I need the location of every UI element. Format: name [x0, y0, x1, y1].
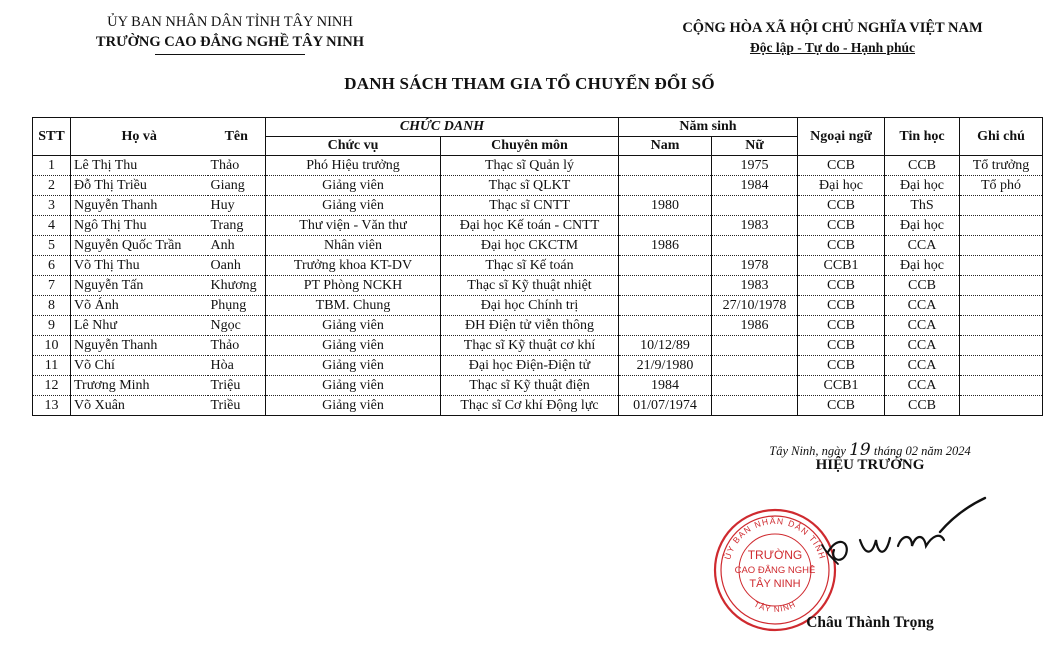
cell-ten: Giang — [208, 176, 266, 196]
cell-ho: Nguyễn Quốc Trần — [71, 236, 208, 256]
cell-ghi-chu — [960, 236, 1043, 256]
cell-stt: 11 — [33, 356, 71, 376]
cell-nu: 1984 — [712, 176, 798, 196]
cell-ten: Phụng — [208, 296, 266, 316]
cell-ghi-chu — [960, 296, 1043, 316]
cell-ngoai-ngu: CCB — [798, 336, 885, 356]
cell-ngoai-ngu: CCB — [798, 236, 885, 256]
cell-ho: Lê Thị Thu — [71, 156, 208, 176]
table-row — [33, 336, 1043, 356]
cell-chuyen-mon: Thạc sĩ Quản lý — [441, 156, 619, 176]
cell-ngoai-ngu: CCB — [798, 356, 885, 376]
cell-ten: Triều — [208, 396, 266, 416]
table-row — [33, 236, 1043, 256]
header-chuc-danh-label: CHỨC DANH — [399, 119, 485, 134]
cell-chuc-vu: Giảng viên — [266, 376, 441, 396]
table-row — [33, 256, 1043, 276]
date-day: 19 — [849, 440, 871, 460]
table-row — [33, 356, 1043, 376]
cell-ten: Ngọc — [208, 316, 266, 336]
cell-tin-hoc: Đại học — [885, 176, 960, 196]
cell-stt: 4 — [33, 216, 71, 236]
header-underline — [155, 54, 305, 55]
cell-nam — [619, 256, 712, 276]
cell-ho: Đỗ Thị Triều — [71, 176, 208, 196]
cell-chuc-vu: Giảng viên — [266, 396, 441, 416]
cell-stt: 13 — [33, 396, 71, 416]
cell-ngoai-ngu: CCB1 — [798, 376, 885, 396]
cell-nam: 1986 — [619, 236, 712, 256]
cell-stt: 9 — [33, 316, 71, 336]
cell-ngoai-ngu: CCB — [798, 296, 885, 316]
cell-ghi-chu — [960, 396, 1043, 416]
cell-tin-hoc: CCA — [885, 336, 960, 356]
cell-nam — [619, 156, 712, 176]
cell-chuyen-mon: ĐH Điện tử viễn thông — [441, 316, 619, 336]
header-tin-hoc: Tin học — [885, 118, 960, 156]
cell-nu — [712, 376, 798, 396]
cell-ten: Trang — [208, 216, 266, 236]
cell-nam — [619, 316, 712, 336]
seal-center-3: TÂY NINH — [749, 578, 801, 590]
table-row — [33, 196, 1043, 216]
cell-ghi-chu — [960, 256, 1043, 276]
cell-chuc-vu: Trưởng khoa KT-DV — [266, 256, 441, 276]
cell-ghi-chu — [960, 196, 1043, 216]
cell-ten: Hòa — [208, 356, 266, 376]
table-row — [33, 396, 1043, 416]
cell-nu: 1983 — [712, 216, 798, 236]
cell-ho: Võ Thị Thu — [71, 256, 208, 276]
date-prefix: Tây Ninh, ngày — [769, 444, 850, 458]
document-title: DANH SÁCH THAM GIA TỔ CHUYỂN ĐỔI SỐ — [344, 74, 715, 93]
cell-ghi-chu — [960, 216, 1043, 236]
cell-nu: 1978 — [712, 256, 798, 276]
cell-nu: 1983 — [712, 276, 798, 296]
cell-ten: Thảo — [208, 336, 266, 356]
cell-chuc-vu: Phó Hiệu trưởng — [266, 156, 441, 176]
seal-bottom-text: TÂY NINH — [752, 599, 798, 615]
cell-ten: Triệu — [208, 376, 266, 396]
cell-ghi-chu — [960, 336, 1043, 356]
cell-tin-hoc: CCA — [885, 356, 960, 376]
cell-stt: 8 — [33, 296, 71, 316]
cell-ho: Võ Chí — [71, 356, 208, 376]
cell-nam: 10/12/89 — [619, 336, 712, 356]
cell-nam — [619, 276, 712, 296]
national-header — [660, 18, 1005, 58]
cell-ho: Trương Minh — [71, 376, 208, 396]
cell-ho: Nguyễn Thanh — [71, 196, 208, 216]
table-row — [33, 296, 1043, 316]
table-row — [33, 216, 1043, 236]
table-row — [33, 276, 1043, 296]
table-row — [33, 156, 1043, 176]
cell-chuc-vu: Giảng viên — [266, 176, 441, 196]
cell-chuyen-mon: Thạc sĩ Cơ khí Động lực — [441, 396, 619, 416]
cell-ho: Ngô Thị Thu — [71, 216, 208, 236]
cell-ho: Lê Như — [71, 316, 208, 336]
cell-ngoai-ngu: CCB — [798, 276, 885, 296]
cell-ghi-chu — [960, 356, 1043, 376]
header-stt: STT — [33, 118, 71, 156]
cell-chuyen-mon: Thạc sĩ Kỹ thuật điện — [441, 376, 619, 396]
member-table — [32, 117, 1043, 416]
cell-tin-hoc: Đại học — [885, 216, 960, 236]
cell-chuyen-mon: Thạc sĩ Kỹ thuật nhiệt — [441, 276, 619, 296]
header-chuyen-mon: Chuyên môn — [441, 137, 619, 156]
cell-ghi-chu — [960, 276, 1043, 296]
signer-role: HIỆU TRƯỞNG — [815, 457, 925, 473]
cell-chuyen-mon: Thạc sĩ CNTT — [441, 196, 619, 216]
cell-chuyen-mon: Thạc sĩ Kế toán — [441, 256, 619, 276]
cell-nam — [619, 216, 712, 236]
cell-chuc-vu: Thư viện - Văn thư — [266, 216, 441, 236]
table-row — [33, 376, 1043, 396]
header-ghi-chu: Ghi chú — [960, 118, 1043, 156]
cell-ten: Anh — [208, 236, 266, 256]
cell-ngoai-ngu: CCB — [798, 316, 885, 336]
cell-chuyen-mon: Đại học Kế toán - CNTT — [441, 216, 619, 236]
cell-nu — [712, 236, 798, 256]
cell-stt: 5 — [33, 236, 71, 256]
cell-ho: Võ Xuân — [71, 396, 208, 416]
cell-nu: 1975 — [712, 156, 798, 176]
cell-tin-hoc: CCA — [885, 296, 960, 316]
cell-ngoai-ngu: CCB — [798, 196, 885, 216]
cell-stt: 1 — [33, 156, 71, 176]
cell-tin-hoc: CCB — [885, 276, 960, 296]
cell-ngoai-ngu: Đại học — [798, 176, 885, 196]
cell-tin-hoc: CCB — [885, 396, 960, 416]
cell-ten: Thảo — [208, 156, 266, 176]
header-chuc-danh — [266, 118, 619, 137]
cell-tin-hoc: CCA — [885, 376, 960, 396]
seal-top-text: ỦY BAN NHÂN DÂN TỈNH — [722, 515, 828, 561]
cell-chuc-vu: Giảng viên — [266, 336, 441, 356]
cell-stt: 3 — [33, 196, 71, 216]
cell-nam: 1980 — [619, 196, 712, 216]
cell-ho: Nguyễn Tấn — [71, 276, 208, 296]
issuer-header — [40, 12, 420, 55]
school-name: TRƯỜNG CAO ĐẲNG NGHỀ TÂY NINH — [95, 34, 365, 50]
table-row — [33, 176, 1043, 196]
cell-nu — [712, 196, 798, 216]
cell-nu — [712, 336, 798, 356]
cell-ghi-chu: Tổ phó — [960, 176, 1043, 196]
cell-chuyen-mon: Đại học Điện-Điện tử — [441, 356, 619, 376]
cell-tin-hoc: Đại học — [885, 256, 960, 276]
cell-ten: Khương — [208, 276, 266, 296]
handwritten-signature — [820, 490, 990, 580]
header-ngoai-ngu: Ngoại ngữ — [798, 118, 885, 156]
cell-ngoai-ngu: CCB — [798, 396, 885, 416]
authority-name: ỦY BAN NHÂN DÂN TỈNH TÂY NINH — [107, 14, 353, 30]
seal-center-2: CAO ĐẲNG NGHỀ — [734, 565, 816, 576]
cell-chuyen-mon: Đại học CKCTM — [441, 236, 619, 256]
cell-stt: 2 — [33, 176, 71, 196]
cell-stt: 6 — [33, 256, 71, 276]
header-nu: Nữ — [712, 137, 798, 156]
date-suffix: tháng 02 năm 2024 — [870, 444, 971, 458]
cell-tin-hoc: ThS — [885, 196, 960, 216]
cell-stt: 10 — [33, 336, 71, 356]
cell-nu — [712, 356, 798, 376]
cell-ho: Võ Ánh — [71, 296, 208, 316]
cell-chuyen-mon: Thạc sĩ QLKT — [441, 176, 619, 196]
cell-tin-hoc: CCB — [885, 156, 960, 176]
cell-chuc-vu: Nhân viên — [266, 236, 441, 256]
cell-chuc-vu: TBM. Chung — [266, 296, 441, 316]
header-chuc-vu: Chức vụ — [266, 137, 441, 156]
cell-chuyen-mon: Thạc sĩ Kỹ thuật cơ khí — [441, 336, 619, 356]
cell-nam — [619, 296, 712, 316]
cell-nu: 27/10/1978 — [712, 296, 798, 316]
cell-stt: 7 — [33, 276, 71, 296]
cell-ghi-chu — [960, 316, 1043, 336]
seal-center-1: TRƯỜNG — [747, 548, 803, 562]
cell-nu — [712, 396, 798, 416]
country-name: CỘNG HÒA XÃ HỘI CHỦ NGHĨA VIỆT NAM — [682, 20, 983, 36]
cell-chuc-vu: Giảng viên — [266, 196, 441, 216]
cell-nam — [619, 176, 712, 196]
cell-ngoai-ngu: CCB — [798, 156, 885, 176]
cell-ngoai-ngu: CCB1 — [798, 256, 885, 276]
header-ho-va: Họ và — [71, 118, 208, 156]
cell-tin-hoc: CCA — [885, 236, 960, 256]
header-ten: Tên — [208, 118, 266, 156]
cell-nam: 1984 — [619, 376, 712, 396]
cell-ho: Nguyễn Thanh — [71, 336, 208, 356]
table-row — [33, 316, 1043, 336]
cell-chuyen-mon: Đại học Chính trị — [441, 296, 619, 316]
cell-chuc-vu: PT Phòng NCKH — [266, 276, 441, 296]
cell-nam: 21/9/1980 — [619, 356, 712, 376]
header-nam-sinh: Năm sinh — [619, 118, 798, 137]
cell-chuc-vu: Giảng viên — [266, 356, 441, 376]
cell-tin-hoc: CCA — [885, 316, 960, 336]
cell-nam: 01/07/1974 — [619, 396, 712, 416]
cell-ten: Huy — [208, 196, 266, 216]
signer-name: Châu Thành Trọng — [806, 614, 934, 631]
cell-nu: 1986 — [712, 316, 798, 336]
cell-ngoai-ngu: CCB — [798, 216, 885, 236]
cell-ghi-chu — [960, 376, 1043, 396]
header-nam: Nam — [619, 137, 712, 156]
cell-ghi-chu: Tổ trưởng — [960, 156, 1043, 176]
cell-stt: 12 — [33, 376, 71, 396]
cell-ten: Oanh — [208, 256, 266, 276]
cell-chuc-vu: Giảng viên — [266, 316, 441, 336]
national-motto: Độc lập - Tự do - Hạnh phúc — [749, 40, 916, 55]
